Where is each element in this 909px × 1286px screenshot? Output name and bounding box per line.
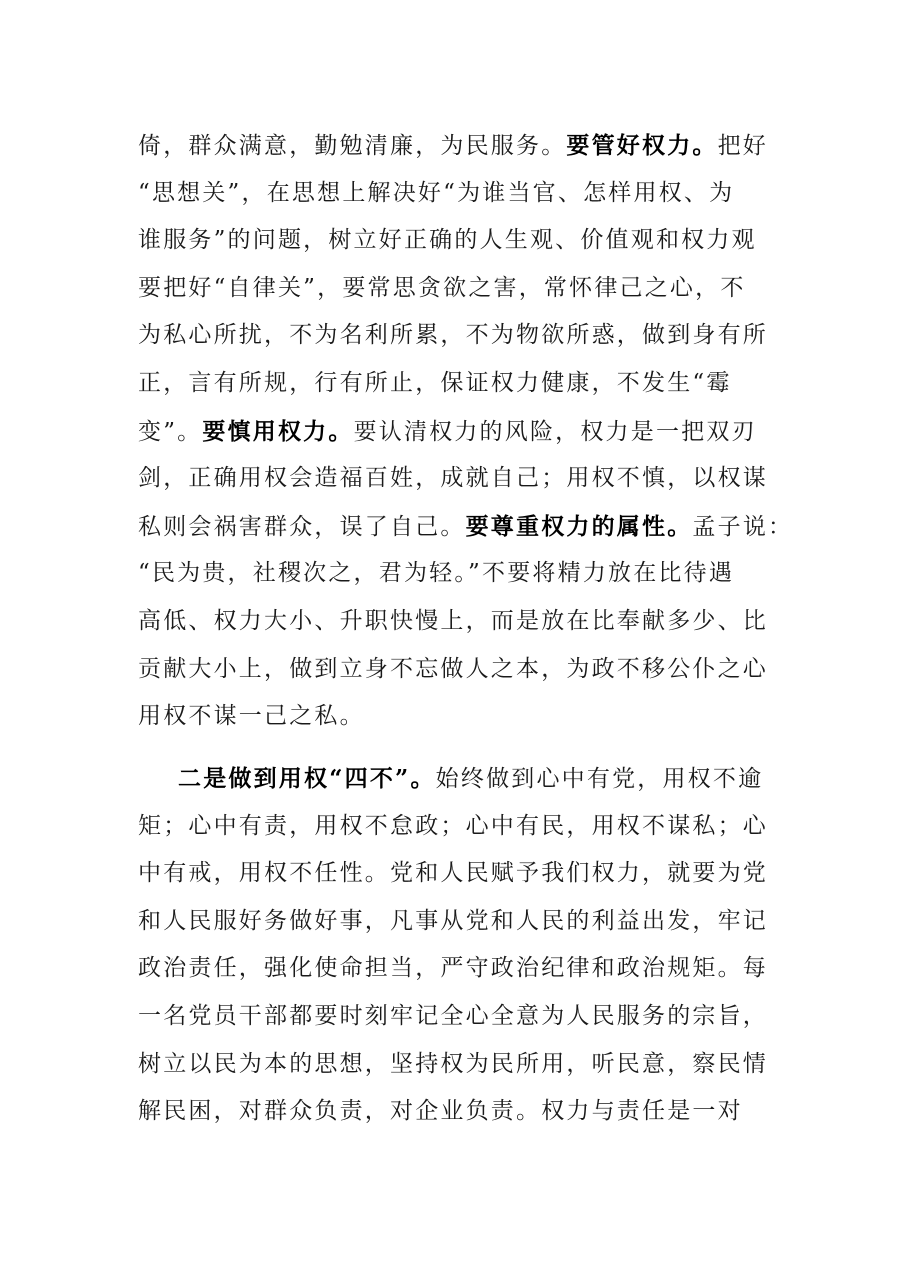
text-line: [138, 898, 778, 946]
text-line: [138, 1088, 778, 1136]
text-line: [138, 945, 778, 993]
body-text: 和人民服好务做好事，凡事从党和人民的利益出发，牢记: [138, 907, 768, 934]
body-text: 用权不谋一己之私。: [138, 703, 365, 730]
text-line: [138, 265, 778, 313]
text-line: [138, 755, 778, 803]
text-line: [138, 850, 778, 898]
text-line: [138, 408, 778, 456]
body-text: 贡献大小上，做到立身不忘做人之本，为政不移公仆之心: [138, 655, 768, 682]
text-line: [138, 993, 778, 1041]
text-line: [138, 217, 778, 265]
body-text: 高低、权力大小、升职快慢上，而是放在比奉献多少、比: [138, 607, 768, 634]
body-text: 要认清权力的风险，权力是一把双刃: [353, 418, 757, 445]
body-text: 孟子说：: [692, 513, 794, 540]
body-text: 解民困，对群众负责，对企业负责。权力与责任是一对: [138, 1098, 743, 1125]
body-text: 倚，群众满意，勤勉清廉，为民服务。: [138, 133, 567, 159]
bold-heading-text: 要慎用权力。: [202, 417, 354, 445]
paragraph-power-management: [138, 122, 794, 741]
body-text: 变”。: [138, 418, 203, 445]
body-text: 剑，正确用权会造福百姓，成就自己；用权不慎，以权谋: [138, 465, 768, 492]
body-text: 为私心所扰，不为名利所累，不为物欲所惑，做到身有所: [138, 322, 768, 349]
bold-heading-text: 要管好权力。: [566, 132, 718, 159]
body-text: 树立以民为本的思想，坚持权为民所用，听民意，察民情: [138, 1050, 768, 1077]
text-line: [138, 598, 778, 646]
body-text: 一名党员干部都要时刻牢记全心全意为人民服务的宗旨，: [138, 1002, 768, 1029]
text-line: [138, 312, 778, 360]
text-line: [138, 170, 778, 218]
body-text: 矩；心中有责，用权不怠政；心中有民，用权不谋私；心: [138, 812, 768, 839]
body-text: 中有戒，用权不任性。党和人民赋予我们权力，就要为党: [138, 860, 768, 887]
paragraph-four-nots: [138, 755, 778, 1136]
text-line: [138, 550, 778, 598]
text-line: [138, 360, 778, 408]
bold-heading-text: 要尊重权力的属性。: [465, 512, 693, 540]
body-text: 正，言有所规，行有所止，保证权力健康，不发生“霉: [138, 369, 732, 396]
text-line: [138, 455, 778, 503]
body-text: 私则会祸害群众，误了自己。: [138, 513, 466, 540]
text-line: [138, 646, 778, 694]
body-text: 把好: [717, 133, 769, 159]
text-line: [138, 122, 778, 170]
body-text: “民为贵，社稷次之，君为轻。”不要将精力放在比待遇: [138, 560, 735, 587]
body-text: 要把好“自律关”，要常思贪欲之害，常怀律己之心，不: [138, 274, 746, 301]
body-text: 谁服务”的问题，树立好正确的人生观、价值观和权力观: [138, 227, 757, 254]
body-text: 政治责任，强化使命担当，严守政治纪律和政治规矩。每: [138, 955, 768, 982]
body-text: 始终做到心中有党，用权不逾: [435, 766, 764, 792]
text-line: [138, 1041, 778, 1089]
text-line: [138, 503, 794, 551]
body-text: “思想关”，在思想上解决好“为谁当官、怎样用权、为: [138, 179, 735, 206]
text-line: [138, 693, 778, 741]
text-line: [138, 803, 778, 851]
bold-heading-text: 二是做到用权“四不”。: [178, 765, 436, 792]
